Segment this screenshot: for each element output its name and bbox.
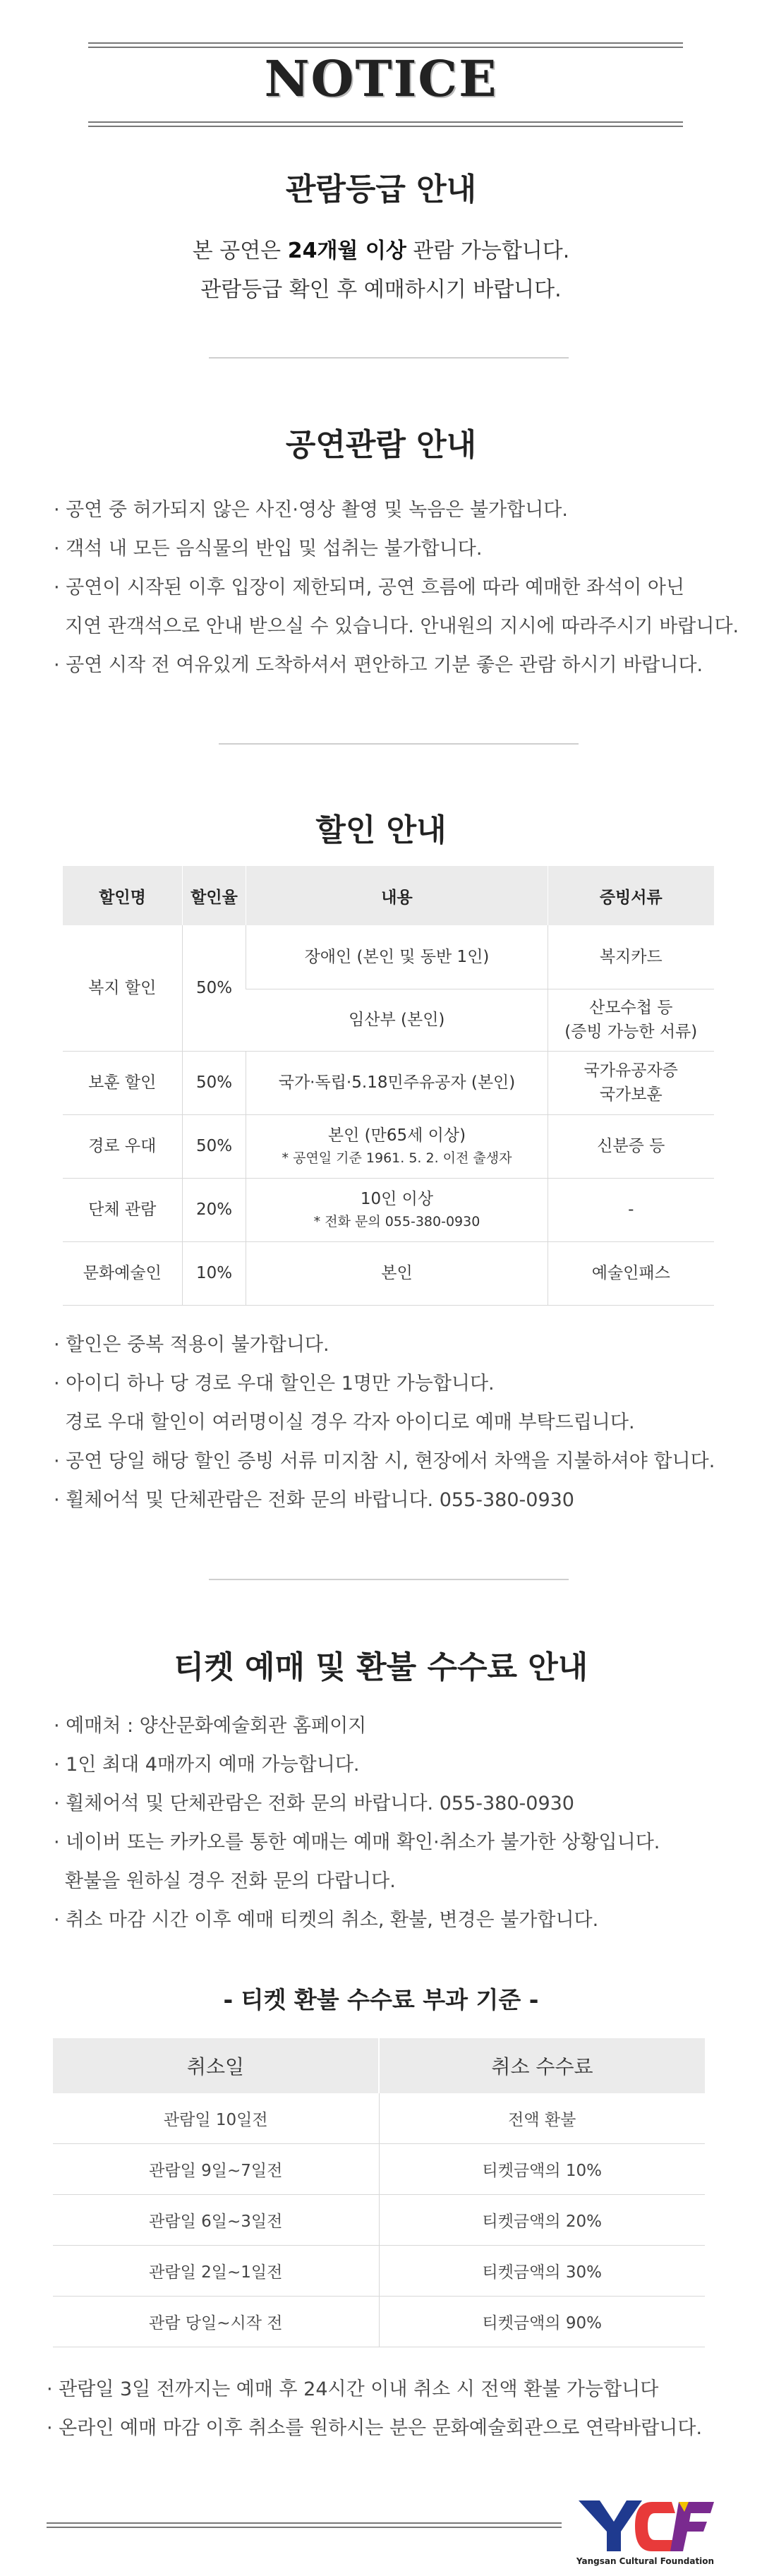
discount-table — [62, 866, 714, 1306]
rating-line-1 — [0, 233, 762, 264]
cell-cancel-fee: 전액 환불 — [379, 2093, 705, 2144]
cell-senior-name: 경로 우대 — [63, 1114, 183, 1178]
rating-line-2: 관람등급 확인 후 예매하시기 바랍니다. — [200, 277, 562, 302]
rating-line-1-bold: 24개월 이상 — [287, 239, 406, 263]
cell-welfare-name: 복지 할인 — [63, 925, 183, 1051]
table-row — [63, 1178, 714, 1241]
list-item: · 할인은 중복 적용이 불가합니다. — [54, 1334, 329, 1356]
discount-notes — [54, 1325, 731, 1519]
cell-cancel-day: 관람일 9일~7일전 — [53, 2144, 379, 2195]
table-row — [63, 1241, 714, 1305]
cell-welfare-doc-1: 복지카드 — [548, 925, 714, 989]
discount-title: 할인 안내 — [315, 812, 447, 848]
cell-cancel-fee: 티켓금액의 30% — [379, 2246, 705, 2297]
cell-group-name: 단체 관람 — [63, 1178, 183, 1241]
list-item: · 공연 중 허가되지 않은 사진·영상 촬영 및 녹음은 불가합니다. — [54, 499, 568, 521]
cell-group-doc: - — [548, 1178, 714, 1241]
logo-f-shape — [670, 2502, 714, 2551]
cell-veteran-rate: 50% — [183, 1051, 246, 1114]
notice-title: NOTICE — [264, 49, 498, 108]
cell-veteran-name: 보훈 할인 — [63, 1051, 183, 1114]
table-row — [53, 2093, 705, 2144]
rating-line-1-pre: 본 공연은 — [192, 239, 288, 263]
list-item: · 1인 최대 4매까지 예매 가능합니다. — [54, 1754, 360, 1776]
cell-welfare-doc-2 — [548, 989, 714, 1051]
list-item: · 휠체어석 및 단체관람은 전화 문의 바랍니다. 055-380-0930 — [54, 1489, 574, 1511]
table-row — [63, 925, 714, 989]
divider — [219, 743, 579, 745]
list-item: 경로 우대 할인이 여러명이실 경우 각자 아이디로 예매 부탁드립니다. — [65, 1412, 635, 1433]
cell-text: 국가유공자증 — [583, 1061, 678, 1080]
footer-rule — [47, 2522, 562, 2528]
cell-artist-doc: 예술인패스 — [548, 1241, 714, 1305]
logo-c-shape — [635, 2502, 675, 2551]
cell-senior-rate: 50% — [183, 1114, 246, 1178]
table-row — [53, 2246, 705, 2297]
cell-text: (증빙 가능한 서류) — [564, 1023, 698, 1041]
col-header: 할인명 — [63, 866, 183, 925]
list-item: · 아이디 하나 당 경로 우대 할인은 1명만 가능합니다. — [54, 1373, 495, 1395]
cell-welfare-content-1: 장애인 (본인 및 동반 1인) — [246, 925, 548, 989]
ticket-title: 티켓 예매 및 환불 수수료 안내 — [174, 1649, 588, 1685]
table-row — [63, 1051, 714, 1114]
viewing-title: 공연관람 안내 — [285, 427, 477, 463]
list-item: · 객석 내 모든 음식물의 반입 및 섭취는 불가합니다. — [54, 538, 483, 560]
col-header: 증빙서류 — [548, 866, 714, 925]
cell-text: 10인 이상 — [360, 1190, 434, 1208]
ticket-footer-notes — [47, 2370, 724, 2448]
cell-group-content — [246, 1178, 548, 1241]
table-row — [63, 1114, 714, 1178]
cell-text: 산모수첩 등 — [589, 999, 673, 1017]
table-row — [53, 2144, 705, 2195]
cell-welfare-rate: 50% — [183, 925, 246, 1051]
rating-title: 관람등급 안내 — [285, 171, 477, 207]
cell-artist-content: 본인 — [246, 1241, 548, 1305]
cell-senior-content — [246, 1114, 548, 1178]
header-bottom-rule — [88, 121, 683, 127]
cell-note: * 전화 문의 055-380-0930 — [313, 1214, 480, 1229]
col-header: 내용 — [246, 866, 548, 925]
list-item: · 온라인 예매 마감 이후 취소를 원하시는 분은 문화예술회관으로 연락바랍니다. — [47, 2417, 703, 2439]
logo-caption: Yangsan Cultural Foundation — [576, 2556, 715, 2566]
list-item: 지연 관객석으로 안내 받으실 수 있습니다. 안내원의 지시에 따라주시기 바랍니다. — [65, 615, 739, 637]
cell-veteran-content: 국가·독립·5.18민주유공자 (본인) — [246, 1051, 548, 1114]
table-header-row — [53, 2038, 705, 2093]
table-row — [53, 2195, 705, 2246]
header-top-rule — [88, 42, 683, 48]
list-item: · 공연이 시작된 이후 입장이 제한되며, 공연 흐름에 따라 예매한 좌석이 아닌 — [54, 577, 685, 598]
cell-senior-doc: 신분증 등 — [548, 1114, 714, 1178]
refund-table — [53, 2038, 705, 2347]
viewing-list — [54, 490, 739, 685]
logo-y-shape — [579, 2500, 642, 2551]
cell-note: * 공연일 기준 1961. 5. 2. 이전 출생자 — [282, 1150, 512, 1166]
cell-cancel-day: 관람일 2일~1일전 — [53, 2246, 379, 2297]
list-item: · 관람일 3일 전까지는 예매 후 24시간 이내 취소 시 전액 환불 가능합니다 — [47, 2378, 659, 2400]
cell-welfare-content-2: 임산부 (본인) — [246, 989, 548, 1051]
table-header-row — [63, 866, 714, 925]
list-item: · 공연 시작 전 여유있게 도착하셔서 편안하고 기분 좋은 관람 하시기 바랍니다. — [54, 654, 703, 676]
list-item: · 공연 당일 해당 할인 증빙 서류 미지참 시, 현장에서 차액을 지불하셔야 합니다. — [54, 1450, 715, 1472]
cell-cancel-fee: 티켓금액의 10% — [379, 2144, 705, 2195]
cell-artist-rate: 10% — [183, 1241, 246, 1305]
cell-cancel-fee: 티켓금액의 20% — [379, 2195, 705, 2246]
col-header: 할인율 — [183, 866, 246, 925]
cell-cancel-fee: 티켓금액의 90% — [379, 2297, 705, 2347]
col-header: 취소일 — [53, 2038, 379, 2093]
cell-group-rate: 20% — [183, 1178, 246, 1241]
cell-text: 본인 (만65세 이상) — [327, 1126, 466, 1145]
ticket-list — [54, 1707, 731, 1939]
divider — [209, 1579, 569, 1580]
list-item: · 예매처 : 양산문화예술회관 홈페이지 — [54, 1715, 367, 1737]
list-item: 환불을 원하실 경우 전화 문의 다랍니다. — [65, 1870, 396, 1892]
col-header: 취소 수수료 — [379, 2038, 705, 2093]
list-item: · 네이버 또는 카카오를 통한 예매는 예매 확인·취소가 불가한 상황입니다. — [54, 1831, 660, 1853]
refund-subtitle: - 티켓 환불 수수료 부과 기준 - — [223, 1986, 539, 2014]
cell-cancel-day: 관람일 6일~3일전 — [53, 2195, 379, 2246]
table-row — [53, 2297, 705, 2347]
cell-cancel-day: 관람일 10일전 — [53, 2093, 379, 2144]
ycf-logo — [573, 2495, 718, 2565]
divider — [209, 357, 569, 359]
rating-line-1-post: 관람 가능합니다. — [406, 239, 570, 263]
cell-text: 국가보훈 — [599, 1085, 663, 1104]
cell-cancel-day: 관람 당일~시작 전 — [53, 2297, 379, 2347]
list-item: · 취소 마감 시간 이후 예매 티켓의 취소, 환불, 변경은 불가합니다. — [54, 1909, 599, 1931]
list-item: · 휠체어석 및 단체관람은 전화 문의 바랍니다. 055-380-0930 — [54, 1793, 574, 1814]
cell-veteran-doc — [548, 1051, 714, 1114]
cell-artist-name: 문화예술인 — [63, 1241, 183, 1305]
